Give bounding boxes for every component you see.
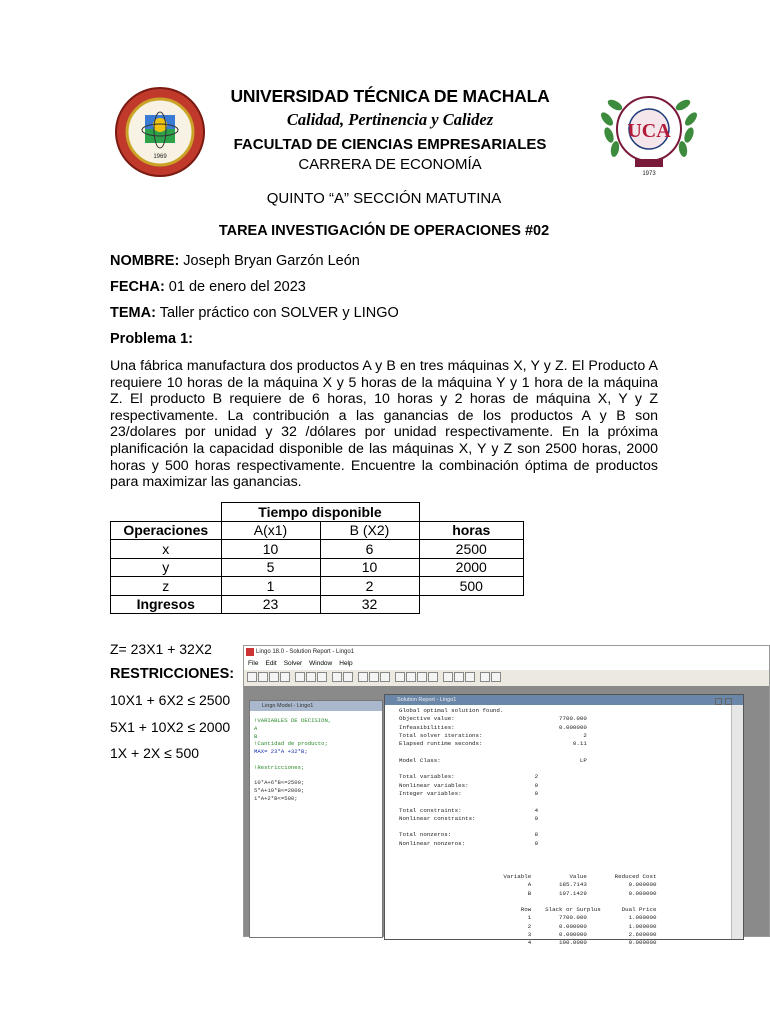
report-window[interactable] xyxy=(384,694,744,947)
faculty-laurel-logo xyxy=(595,85,703,179)
svg-text:1973: 1973 xyxy=(642,171,656,177)
model-code-line: 10*A+6*B<=2500; xyxy=(254,779,305,787)
university-name: UNIVERSIDAD TÉCNICA DE MACHALA xyxy=(230,86,550,106)
lingo-menubar xyxy=(244,658,769,670)
new-file-icon[interactable] xyxy=(247,672,257,682)
table-header: horas xyxy=(419,521,524,540)
table-header: A(x1) xyxy=(221,521,320,540)
solve-icon[interactable] xyxy=(395,672,405,682)
lingo-toolbar xyxy=(244,670,769,687)
table-cell: 32 xyxy=(320,595,419,614)
table-cell: 23 xyxy=(221,595,320,614)
print-icon[interactable] xyxy=(280,672,290,682)
menu-help[interactable]: Help xyxy=(339,660,353,667)
model-code-line: A xyxy=(254,724,258,732)
table-cell: 5 xyxy=(221,558,320,577)
date-label: FECHA: xyxy=(110,279,165,295)
group-header: Tiempo disponible xyxy=(221,503,419,522)
save-icon[interactable] xyxy=(269,672,279,682)
svg-text:1969: 1969 xyxy=(153,154,167,160)
restrictions-title: RESTRICCIONES: xyxy=(110,666,235,682)
table-row xyxy=(111,540,524,559)
context-help-icon[interactable] xyxy=(491,672,501,682)
table-cell: 6 xyxy=(320,540,419,559)
name-label: NOMBRE: xyxy=(110,253,180,269)
goto-icon[interactable] xyxy=(369,672,379,682)
table-row xyxy=(111,558,524,577)
cut-icon[interactable] xyxy=(295,672,305,682)
topic-label: TEMA: xyxy=(110,305,156,321)
model-code-line: 5*A+10*B<=2000; xyxy=(254,787,305,795)
menu-solver[interactable]: Solver xyxy=(283,660,303,667)
table-header-row xyxy=(111,521,524,540)
report-scrollbar[interactable] xyxy=(731,705,743,939)
close-all-icon[interactable] xyxy=(454,672,464,682)
svg-text:UCA: UCA xyxy=(627,120,671,142)
model-code-line: !VARIABLES DE DECISION, xyxy=(254,717,332,724)
topic-field xyxy=(110,305,399,321)
table-cell: 2500 xyxy=(419,540,524,559)
restriction-line: 1X + 2X ≤ 500 xyxy=(110,745,200,761)
redo-icon[interactable] xyxy=(343,672,353,682)
tile-icon[interactable] xyxy=(465,672,475,682)
table-cell: 1 xyxy=(221,577,320,596)
close-icon[interactable] xyxy=(725,698,732,705)
matrix-picture-icon[interactable] xyxy=(417,672,427,682)
help-icon[interactable] xyxy=(480,672,490,682)
minimize-icon[interactable] xyxy=(715,698,722,705)
lingo-app-icon xyxy=(246,648,254,656)
model-code-line: !Cantidad de producto; xyxy=(254,740,328,748)
model-code-line xyxy=(254,772,331,780)
table-cell: z xyxy=(111,577,222,596)
name-value: Joseph Bryan Garzón León xyxy=(179,253,360,269)
date-field xyxy=(110,279,306,295)
topic-value: Taller práctico con SOLVER y LINGO xyxy=(155,305,399,321)
name-field xyxy=(110,253,360,269)
problem-statement: Una fábrica manufactura dos productos A y B en tres máquinas X, Y y Z. El Producto A requiere 10 horas de la máquina X y 5 horas de la máquina Y y 1 hora de la máquina Z. El producto B requiere de 6 horas, 10 horas y 2 horas de máquina X, Y y Z respectivamente. La contribución a las ganancias de los productos A y B son 23/dolares por unidad y 32 /dólares por unidad respectivamente. En la próxima planificación la capacidad disponible de las máquinas X, Y y Z son 2500 horas, 2000 horas y 500 horas respectivamente. Encuentre la combinación óptima de productos para maximizar las ganancias. xyxy=(110,358,658,491)
menu-file[interactable]: File xyxy=(248,660,259,667)
table-header: B (X2) xyxy=(320,521,419,540)
menu-edit[interactable]: Edit xyxy=(265,660,277,667)
table-cell: 2000 xyxy=(419,558,524,577)
model-window-title: Lingo Model - Lingo1 xyxy=(250,701,382,711)
model-code-line: 1*A+2*B<=500; xyxy=(254,794,298,802)
open-folder-icon[interactable] xyxy=(258,672,268,682)
lingo-titlebar xyxy=(244,646,769,658)
options-icon[interactable] xyxy=(428,672,438,682)
report-window-title: Solution Report - Lingo1 xyxy=(385,695,743,705)
table-cell: 2 xyxy=(320,577,419,596)
model-code-line: B xyxy=(254,732,258,740)
send-to-back-icon[interactable] xyxy=(443,672,453,682)
course-section: QUINTO “A” SECCIÓN MATUTINA xyxy=(266,190,502,207)
restriction-line: 5X1 + 10X2 ≤ 2000 xyxy=(110,719,231,735)
model-code-line: MAX= 23*A +32*B; xyxy=(254,748,308,756)
model-code-line: !Restricciones; xyxy=(254,763,305,771)
table-cell: 10 xyxy=(320,558,419,577)
university-motto: Calidad, Pertinencia y Calidez xyxy=(286,110,494,129)
table-cell: 10 xyxy=(221,540,320,559)
solution-icon[interactable] xyxy=(406,672,416,682)
model-window[interactable] xyxy=(249,700,383,938)
paste-icon[interactable] xyxy=(317,672,327,682)
table-cell: 500 xyxy=(419,577,524,596)
lingo-workspace xyxy=(244,686,769,947)
solution-report-text: Global optimal solution found. Objective value: 7700.000 Infeasibilities: 0.000000 Total solver iterations: 2 Elapsed runtime seconds: 0.11 Model Class: LP Total variables: 2 Nonlinear variables: 0 Integer variables: 0 Total constraints: 4 Nonlinear constraints: 0 Total nonzeros: 8 Nonlinear nonzeros: 0 Variable Value Reduced Cost A 185.7143 0.000000 B 107.1429 0.000000 Row Slack or Surplus Dual Price 1 7700.000 1.000000 2 0.000000 1.000000 3 0.000000 2.600000 4 100.0000 0.000000 xyxy=(399,707,657,947)
match-paren-icon[interactable] xyxy=(380,672,390,682)
career-name: CARRERA DE ECONOMÍA xyxy=(298,156,482,173)
model-code[interactable] xyxy=(254,717,331,803)
find-icon[interactable] xyxy=(358,672,368,682)
lingo-screenshot xyxy=(243,645,770,947)
restriction-line: 10X1 + 6X2 ≤ 2500 xyxy=(110,692,231,708)
objective-function: Z= 23X1 + 32X2 xyxy=(110,641,212,657)
assignment-title: TAREA INVESTIGACIÓN DE OPERACIONES #02 xyxy=(218,223,550,239)
lingo-title: Lingo 18.0 - Solution Report - Lingo1 xyxy=(256,649,355,655)
faculty-name: FACULTAD DE CIENCIAS EMPRESARIALES xyxy=(233,136,547,153)
table-cell: y xyxy=(111,558,222,577)
table-footer-row xyxy=(111,595,524,614)
model-code-line xyxy=(254,756,331,764)
menu-window[interactable]: Window xyxy=(309,660,333,667)
date-value: 01 de enero del 2023 xyxy=(164,279,306,295)
table-cell: x xyxy=(111,540,222,559)
problem-title: Problema 1: xyxy=(110,331,193,347)
table-row xyxy=(111,503,524,522)
undo-icon[interactable] xyxy=(332,672,342,682)
table-header: Operaciones xyxy=(111,521,222,540)
data-table xyxy=(110,502,524,614)
table-cell: Ingresos xyxy=(111,595,222,614)
copy-icon[interactable] xyxy=(306,672,316,682)
table-row xyxy=(111,577,524,596)
university-seal-logo xyxy=(110,85,210,179)
